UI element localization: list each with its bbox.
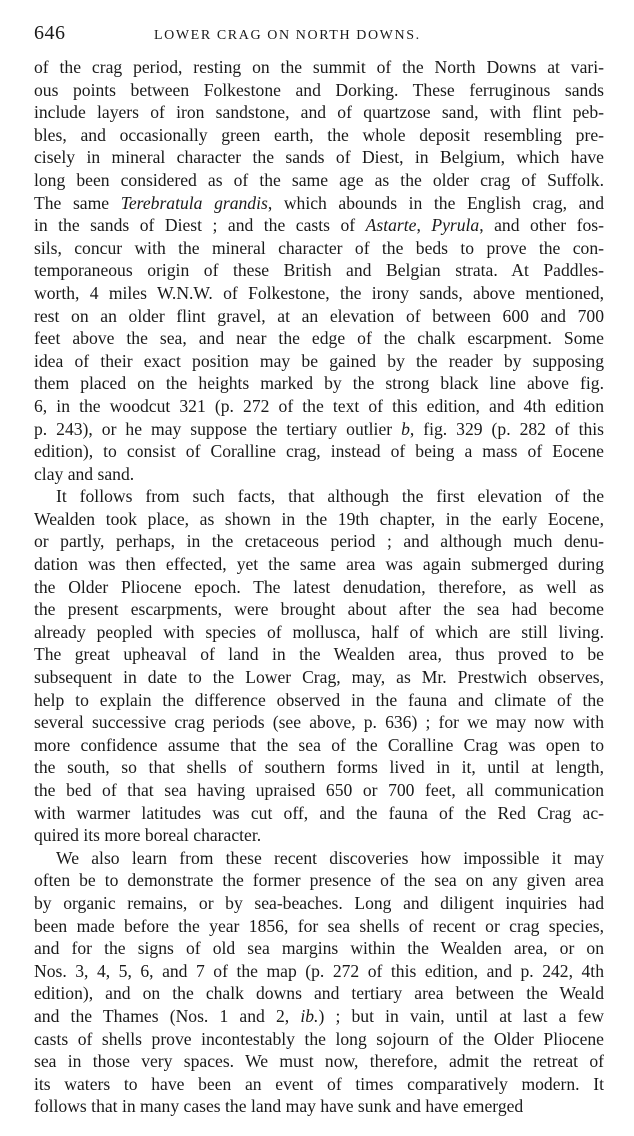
text-line: with warmer latitudes was cut off, and the fauna of the Red Crag ac- xyxy=(34,802,604,823)
text-line: 6, in the woodcut 321 (p. 272 of the text of this edition, and 4th edition xyxy=(34,395,604,416)
text-line: sils, concur with the mineral character of the beds to prove the con- xyxy=(34,237,604,258)
text-line: several successive crag periods (see above, p. 636) ; for we may now with xyxy=(34,712,604,733)
text-line: the present escarpments, were brought about after the sea had become xyxy=(34,599,604,620)
text-line: The great upheaval of land in the Wealden area, thus proved to be xyxy=(34,644,604,665)
text-line: the bed of that sea having upraised 650 or 700 feet, all communication xyxy=(34,780,604,800)
text-line: ous points between Folkestone and Dorking. These ferruginous sands xyxy=(34,79,604,100)
text-line: been made before the year 1856, for sea shells of recent or crag species, xyxy=(34,915,604,936)
paragraph xyxy=(34,847,604,1118)
running-head: LOWER CRAG ON NORTH DOWNS. xyxy=(154,28,421,43)
text-line: We also learn from these recent discoveries how impossible it may xyxy=(56,847,604,868)
text-line: idea of their exact position may be gained by the reader by supposing xyxy=(34,350,604,371)
text-line: It follows from such facts, that although the first elevation of the xyxy=(56,486,604,507)
text-line: sea in those very spaces. We must now, therefore, admit the retreat of xyxy=(34,1051,604,1072)
text-line: rest on an older flint gravel, at an elevation of between 600 and 700 xyxy=(34,305,604,326)
text-line: feet above the sea, and near the edge of the chalk escarpment. Some xyxy=(34,328,604,349)
text-line: by organic remains, or by sea-beaches. Long and diligent inquiries had xyxy=(34,892,604,913)
text-line: include layers of iron sandstone, and of quartzose sand, with flint peb- xyxy=(34,102,604,123)
text-line: cisely in mineral character the sands of Diest, in Belgium, which have xyxy=(34,147,604,168)
text-line: casts of shells prove incontestably the long sojourn of the Older Pliocene xyxy=(34,1028,604,1049)
text-line: edition), to consist of Coralline crag, instead of being a mass of Eocene xyxy=(34,441,604,462)
text-line: Nos. 3, 4, 5, 6, and 7 of the map (p. 272 of this edition, and p. 242, 4th xyxy=(34,960,604,981)
body-text xyxy=(34,56,604,1118)
paragraph xyxy=(34,56,604,485)
text-line: bles, and occasionally green earth, the whole deposit resembling pre- xyxy=(34,124,604,145)
text-line: The same Terebratula grandis, which abounds in the English crag, and xyxy=(34,192,604,213)
text-line: p. 243), or he may suppose the tertiary outlier b, fig. 329 (p. 282 of this xyxy=(34,418,604,439)
text-line: them placed on the heights marked by the strong black line above fig. xyxy=(34,373,604,394)
text-line: long been considered as of the same age as the older crag of Suffolk. xyxy=(34,169,604,190)
text-line: follows that in many cases the land may have sunk and have emerged xyxy=(34,1096,524,1117)
text-line: clay and sand. xyxy=(34,463,135,484)
page-number: 646 xyxy=(34,22,66,44)
paragraph xyxy=(34,485,604,847)
text-line: often be to demonstrate the former presence of the sea on any given area xyxy=(34,870,604,891)
page-header xyxy=(34,22,604,50)
text-line: more confidence assume that the sea of the Coralline Crag was open to xyxy=(34,734,604,755)
text-line: already peopled with species of mollusca, half of which are still living. xyxy=(34,621,604,642)
text-line: of the crag period, resting on the summit of the North Downs at vari- xyxy=(34,57,604,77)
text-line: the south, so that shells of southern forms lived in it, until at length, xyxy=(34,757,604,778)
text-line: its waters to have been an event of times comparatively modern. It xyxy=(34,1073,604,1094)
text-line: quired its more boreal character. xyxy=(34,825,262,846)
text-line: dation was then effected, yet the same area was again submerged during xyxy=(34,554,604,575)
text-line: worth, 4 miles W.N.W. of Folkestone, the irony sands, above mentioned, xyxy=(34,282,604,303)
text-line: Wealden took place, as shown in the 19th chapter, in the early Eocene, xyxy=(34,508,604,529)
text-line: subsequent in date to the Lower Crag, may, as Mr. Prestwich observes, xyxy=(34,667,604,688)
text-line: help to explain the difference observed in the fauna and climate of the xyxy=(34,689,604,710)
text-line: and for the signs of old sea margins within the Wealden area, or on xyxy=(34,938,604,959)
text-line: and the Thames (Nos. 1 and 2, ib.) ; but in vain, until at last a few xyxy=(34,1005,604,1026)
text-line: edition), and on the chalk downs and tertiary area between the Weald xyxy=(34,983,604,1004)
text-line: in the sands of Diest ; and the casts of Astarte, Pyrula, and other fos- xyxy=(34,215,604,236)
text-line: temporaneous origin of these British and Belgian strata. At Paddles- xyxy=(34,260,604,281)
text-line: or partly, perhaps, in the cretaceous period ; and although much denu- xyxy=(34,531,604,552)
text-line: the Older Pliocene epoch. The latest denudation, therefore, as well as xyxy=(34,576,604,597)
